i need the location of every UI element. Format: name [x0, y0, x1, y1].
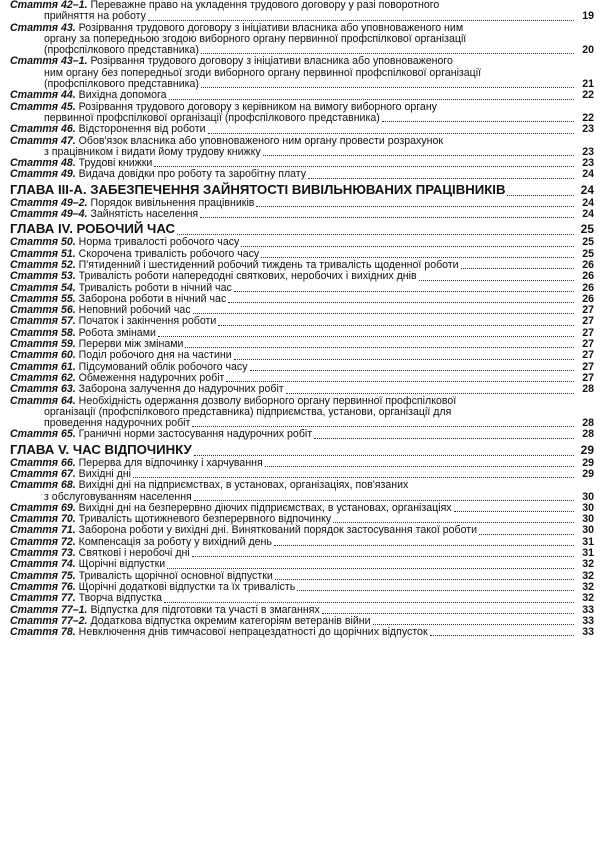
article-label: Стаття 50.	[10, 236, 76, 249]
page-number: 26	[582, 270, 594, 283]
article-title: ним органу без попередньої згоди виборного органу первинної профспілкової організації	[44, 67, 482, 79]
toc-article[interactable]	[10, 0, 594, 23]
article-title: Вихідні дні	[78, 468, 132, 480]
toc-article[interactable]	[10, 384, 594, 395]
page-number: 27	[582, 360, 594, 373]
article-label: Стаття 77–1.	[10, 603, 88, 616]
article-title: (профспілкового представника)	[44, 45, 199, 57]
leader-dots	[177, 234, 574, 235]
page-number: 30	[582, 513, 594, 526]
page-number: 25	[582, 236, 594, 249]
article-title: Заборона залучення до надурочних робіт	[78, 384, 284, 396]
page-number: 30	[582, 524, 594, 537]
article-title: Граничні норми застосування надурочних робіт	[78, 429, 313, 441]
page-number: 21	[582, 78, 594, 91]
article-title: Вихідні дні на безперервно діючих підприємствах, в установах, організаціях	[78, 502, 452, 514]
leader-dots	[265, 466, 574, 467]
toc-article[interactable]	[10, 525, 594, 536]
toc-article[interactable]	[10, 90, 594, 101]
leader-dots	[314, 438, 574, 439]
page-number: 26	[582, 292, 594, 305]
page-number: 24	[582, 196, 594, 209]
page-number: 23	[582, 157, 594, 170]
page-number: 27	[582, 326, 594, 339]
leader-dots	[234, 359, 574, 360]
toc-article[interactable]	[10, 480, 594, 503]
article-label: Стаття 70.	[10, 513, 76, 526]
article-label: Стаття 48.	[10, 157, 76, 170]
leader-dots	[479, 534, 574, 535]
leader-dots	[286, 393, 574, 394]
article-title: Святкові і неробочі дні	[78, 548, 190, 560]
toc-article[interactable]	[10, 627, 594, 638]
toc-article[interactable]	[10, 458, 594, 469]
toc-article[interactable]	[10, 198, 594, 209]
page-number: 32	[582, 592, 594, 605]
leader-dots	[208, 133, 575, 134]
page-number: 30	[582, 490, 594, 503]
toc-article[interactable]	[10, 294, 594, 305]
leader-dots	[308, 178, 574, 179]
article-title: організації (профспілкового представника) підприємства, установи, організації для	[44, 406, 452, 418]
article-title: Тривалість щотижневого безперервного відпочинку	[78, 514, 332, 526]
leader-dots	[430, 635, 574, 636]
article-title: П'ятиденний і шестиденний робочий тиждень та тривалість щоденної роботи	[78, 259, 459, 271]
article-label: Стаття 62.	[10, 371, 76, 384]
toc-article[interactable]	[10, 328, 594, 339]
page-number: 25	[580, 222, 594, 237]
article-label: Стаття 65.	[10, 428, 76, 441]
article-title: Обмеження надурочних робіт	[78, 372, 225, 384]
article-label: Стаття 51.	[10, 247, 76, 260]
article-label: Стаття 44.	[10, 89, 76, 102]
page-number: 28	[582, 417, 594, 430]
article-label: Стаття 58.	[10, 326, 76, 339]
article-label: Стаття 49–4.	[10, 208, 88, 221]
leader-dots	[274, 545, 574, 546]
page-number: 27	[582, 304, 594, 317]
toc-article[interactable]	[10, 548, 594, 559]
page-number: 27	[582, 315, 594, 328]
article-title: первинної профспілкової організації (профспілкового представника)	[44, 112, 380, 124]
toc-article[interactable]	[10, 537, 594, 548]
article-title: Видача довідки про роботу та заробітну плату	[78, 169, 307, 181]
article-title: (профспілкового представника)	[44, 79, 199, 91]
toc-article[interactable]	[10, 559, 594, 570]
page-number: 29	[582, 467, 594, 480]
article-label: Стаття 52.	[10, 258, 76, 271]
toc-article[interactable]	[10, 56, 594, 90]
leader-dots	[158, 336, 574, 337]
leader-dots	[218, 325, 574, 326]
article-label: Стаття 69.	[10, 501, 76, 514]
leader-dots	[297, 590, 574, 591]
article-title: Обов'язок власника або уповноваженого ним органу провести розрахунок	[78, 135, 443, 147]
leader-dots	[263, 155, 574, 156]
article-label: Стаття 47.	[10, 134, 76, 147]
toc-article[interactable]	[10, 124, 594, 135]
leader-dots	[507, 195, 574, 196]
article-label: Стаття 49.	[10, 168, 76, 181]
article-title: Розірвання трудового договору з керівником на вимогу виборного органу	[78, 101, 437, 113]
leader-dots	[164, 602, 574, 603]
leader-dots	[275, 579, 574, 580]
toc-article[interactable]	[10, 305, 594, 316]
article-label: Стаття 49–2.	[10, 196, 88, 209]
toc-article[interactable]	[10, 169, 594, 180]
page-number: 26	[582, 281, 594, 294]
leader-dots	[333, 522, 574, 523]
article-label: Стаття 74.	[10, 558, 76, 571]
article-title: Неповний робочий час	[78, 305, 191, 317]
article-title: Розірвання трудового договору з ініціативи власника або уповноваженого ним	[78, 22, 464, 34]
article-label: Стаття 43.	[10, 21, 76, 34]
article-title: Заборона роботи у вихідні дні. Виняткований порядок застосування такої роботи	[78, 525, 478, 537]
toc-chapter[interactable]	[10, 221, 594, 237]
article-title: Відпустка для підготовки та участі в змаганнях	[90, 604, 320, 616]
article-title: з обслуговуванням населення	[44, 491, 192, 503]
page-number: 33	[582, 614, 594, 627]
toc-article[interactable]	[10, 616, 594, 627]
article-label: Стаття 54.	[10, 281, 76, 294]
article-label: Стаття 53.	[10, 270, 76, 283]
page-number: 32	[582, 569, 594, 582]
toc-article[interactable]	[10, 605, 594, 616]
toc-article[interactable]	[10, 260, 594, 271]
article-label: Стаття 77.	[10, 592, 76, 605]
toc-article[interactable]	[10, 316, 594, 327]
toc-chapter[interactable]	[10, 442, 594, 458]
article-label: Стаття 42–1.	[10, 0, 88, 11]
chapter-title: ГЛАВА III-А. ЗАБЕЗПЕЧЕННЯ ЗАЙНЯТОСТІ ВИВІЛЬНЮВАНИХ ПРАЦІВНИКІВ	[10, 181, 506, 197]
toc-article[interactable]	[10, 373, 594, 384]
page-number: 27	[582, 338, 594, 351]
article-title: проведення надурочних робіт	[44, 418, 191, 430]
article-title: Порядок вивільнення працівників	[90, 197, 255, 209]
toc-article[interactable]	[10, 271, 594, 282]
page-number: 27	[582, 349, 594, 362]
toc-article[interactable]	[10, 339, 594, 350]
toc-article[interactable]	[10, 237, 594, 248]
toc-article[interactable]	[10, 283, 594, 294]
chapter-title: ГЛАВА IV. РОБОЧИЙ ЧАС	[10, 221, 176, 237]
toc-article[interactable]	[10, 362, 594, 373]
article-label: Стаття 76.	[10, 580, 76, 593]
article-title: Перерва для відпочинку і харчування	[78, 457, 263, 469]
page-number: 24	[580, 182, 594, 197]
leader-dots	[194, 500, 574, 501]
article-title: органу за попередньою згодою виборного органу первинної профспілкової організації	[44, 33, 467, 45]
page-number: 33	[582, 626, 594, 639]
article-label: Стаття 46.	[10, 123, 76, 136]
page-number: 22	[582, 111, 594, 124]
toc-article[interactable]	[10, 429, 594, 440]
article-label: Стаття 61.	[10, 360, 76, 373]
article-label: Стаття 60.	[10, 349, 76, 362]
article-title: Вихідні дні на підприємствах, в установах, організаціях, пов'язаних	[78, 480, 409, 492]
leader-dots	[261, 257, 574, 258]
page-number: 24	[582, 168, 594, 181]
article-title: Скорочена тривалість робочого часу	[78, 248, 260, 260]
leader-dots	[148, 20, 574, 21]
leader-dots	[461, 268, 574, 269]
toc-article[interactable]	[10, 158, 594, 169]
page-number: 27	[582, 371, 594, 384]
article-label: Стаття 55.	[10, 292, 76, 305]
leader-dots	[250, 370, 575, 371]
toc-article[interactable]	[10, 209, 594, 220]
leader-dots	[234, 291, 574, 292]
article-title: Поділ робочого дня на частини	[78, 350, 232, 362]
leader-dots	[373, 624, 574, 625]
article-label: Стаття 64.	[10, 394, 76, 407]
page-number: 30	[582, 501, 594, 514]
toc-article[interactable]	[10, 514, 594, 525]
article-label: Стаття 78.	[10, 626, 76, 639]
page-number: 29	[580, 442, 594, 457]
leader-dots	[185, 347, 574, 348]
page-number: 32	[582, 580, 594, 593]
leader-dots	[454, 511, 574, 512]
page-number: 33	[582, 603, 594, 616]
article-label: Стаття 68.	[10, 479, 76, 492]
page-number: 31	[582, 547, 594, 560]
page-number: 29	[582, 456, 594, 469]
article-title: Додаткова відпустка окремим категоріям ветеранів війни	[90, 615, 371, 627]
toc-article[interactable]	[10, 136, 594, 159]
article-title: з працівником і видати йому трудову книжку	[44, 146, 261, 158]
article-title: Робота змінами	[78, 327, 156, 339]
leader-dots	[169, 99, 574, 100]
leader-dots	[133, 477, 574, 478]
leader-dots	[226, 381, 574, 382]
page-number: 23	[582, 145, 594, 158]
page-number: 23	[582, 123, 594, 136]
article-title: Творча відпустка	[78, 593, 163, 605]
toc-article[interactable]	[10, 396, 594, 430]
leader-dots	[322, 613, 574, 614]
page-number: 28	[582, 428, 594, 441]
toc-article[interactable]	[10, 23, 594, 57]
page-number: 24	[582, 208, 594, 221]
article-title: Норма тривалості робочого часу	[78, 237, 240, 249]
article-label: Стаття 67.	[10, 467, 76, 480]
leader-dots	[256, 206, 574, 207]
leader-dots	[201, 87, 574, 88]
article-label: Стаття 45.	[10, 100, 76, 113]
leader-dots	[192, 426, 574, 427]
toc-article[interactable]	[10, 102, 594, 125]
page-number: 32	[582, 558, 594, 571]
article-label: Стаття 43–1.	[10, 55, 88, 68]
page-number: 20	[582, 44, 594, 57]
leader-dots	[193, 313, 574, 314]
toc-article[interactable]	[10, 249, 594, 260]
article-title: Необхідність одержання дозволу виборного органу первинної профспілкової	[78, 395, 457, 407]
page-number: 25	[582, 247, 594, 260]
leader-dots	[194, 455, 574, 456]
leader-dots	[200, 217, 574, 218]
article-label: Стаття 56.	[10, 304, 76, 317]
article-title: прийняття на роботу	[44, 11, 146, 23]
article-title: Заборона роботи в нічний час	[78, 293, 227, 305]
toc-article[interactable]	[10, 593, 594, 604]
article-title: Невключення днів тимчасової непрацездатності до щорічних відпусток	[78, 627, 428, 639]
article-title: Трудові книжки	[78, 158, 153, 170]
leader-dots	[382, 121, 574, 122]
article-title: Тривалість щорічної основної відпустки	[78, 570, 273, 582]
article-title: Щорічні додаткові відпустки та їх тривалість	[78, 581, 296, 593]
toc-article[interactable]	[10, 469, 594, 480]
article-title: Перерви між змінами	[78, 339, 184, 351]
article-title: Компенсація за роботу у вихідний день	[78, 536, 272, 548]
article-label: Стаття 63.	[10, 383, 76, 396]
article-label: Стаття 71.	[10, 524, 76, 537]
leader-dots	[241, 246, 574, 247]
chapter-title: ГЛАВА V. ЧАС ВІДПОЧИНКУ	[10, 441, 192, 457]
page-number: 31	[582, 535, 594, 548]
toc-article[interactable]	[10, 503, 594, 514]
article-label: Стаття 75.	[10, 569, 76, 582]
article-label: Стаття 66.	[10, 456, 76, 469]
page-number: 22	[582, 89, 594, 102]
article-title: Початок і закінчення роботи	[78, 316, 217, 328]
article-label: Стаття 73.	[10, 547, 76, 560]
leader-dots	[419, 280, 574, 281]
page-number: 28	[582, 383, 594, 396]
leader-dots	[192, 556, 574, 557]
article-title: Тривалість роботи в нічний час	[78, 282, 232, 294]
article-label: Стаття 77–2.	[10, 614, 88, 627]
article-title: Розірвання трудового договору з ініціативи власника або уповноваженого	[90, 56, 453, 68]
page-number: 19	[582, 10, 594, 23]
article-title: Щорічні відпустки	[78, 559, 166, 571]
toc-article[interactable]	[10, 571, 594, 582]
article-title: Переважне право на укладення трудового договору у разі поворотного	[90, 0, 440, 11]
article-label: Стаття 57.	[10, 315, 76, 328]
leader-dots	[201, 53, 574, 54]
article-title: Тривалість роботи напередодні святкових, неробочих і вихідних днів	[78, 271, 417, 283]
article-label: Стаття 72.	[10, 535, 76, 548]
toc-article[interactable]	[10, 350, 594, 361]
article-title: Зайнятість населення	[90, 209, 199, 221]
leader-dots	[167, 568, 574, 569]
article-title: Вихідна допомога	[78, 90, 167, 102]
page-number: 26	[582, 258, 594, 271]
toc-article[interactable]	[10, 582, 594, 593]
article-title: Відсторонення від роботи	[78, 124, 206, 136]
leader-dots	[154, 166, 574, 167]
toc-chapter[interactable]	[10, 182, 594, 198]
article-title: Підсумований облік робочого часу	[78, 361, 248, 373]
leader-dots	[228, 302, 574, 303]
article-label: Стаття 59.	[10, 338, 76, 351]
